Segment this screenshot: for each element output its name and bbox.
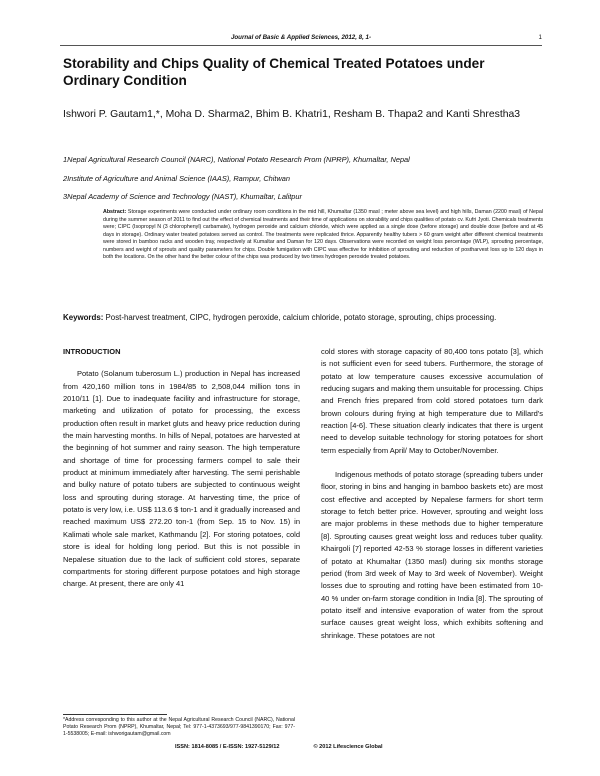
footnote-rule [63,714,167,715]
copyright-text: © 2012 Lifescience Global [313,744,383,750]
section-heading-introduction: INTRODUCTION [63,347,121,356]
abstract [103,209,543,262]
affiliation-2: 2Institute of Agriculture and Animal Science (IAAS), Rampur, Chitwan [63,173,291,183]
intro-paragraph-1: Potato (Solanum tuberosum L.) production in Nepal has increased from 420,160 million tons in 1984/85 to 2,508,044 million tons in 2010/11 [1]. Due to inadequate facility and infrastructure for storage, marketing and utilization of potato for processing, the excess production often result in market gluts and heavy price reduction during the main harvesting months. In hills of Nepal, potatoes are harvested at the beginning of hot summer and rainy season. The high temperature and shortage of time for processing farmers compel to sale their product at minimum immediately after harvesting. The semi perishable and bulky nature of potato tubers are subjected to continuous weight loss and sprouting during storage. At harvesting time, the price of potato is very low, i.e. US$ 113.6 $ ton-1 and it gradually increased and reached maximum US$ 272.20 ton-1 (from Sep. 15 to Nov. 15) in Kalimati whole sale market, Kathmandu [2]. For storing potatoes, cold store is ideal for holding long period. But this is not possible in Nepalese situation due to the lack of sufficient cold stores, separate compartments for storing different purpose potatoes and high storage charge. At present, there are only 41 [63,369,300,589]
keywords [63,313,543,324]
author-list: Ishwori P. Gautam1,*, Moha D. Sharma2, Bhim B. Khatri1, Resham B. Thapa2 and Kanti Shrestha3 [63,109,521,120]
affiliation-3: 3Nepal Academy of Science and Technology (NAST), Khumaltar, Lalitpur [63,192,302,202]
abstract-label: Abstract: [103,209,127,215]
keywords-label: Keywords: [63,313,104,322]
running-head: Journal of Basic & Applied Sciences, 2012, 8, 1- [230,34,372,41]
right-column [321,346,543,642]
abstract-text: Storage experiments were conducted under ordinary room conditions in the mid hill, Khumaltar (1350 masl ; meter above sea level) and high hills, Daman (2200 masl) of Nepal during the summer season of 2011 to find out the effect of chemical treatments and their time of applications on storability and chips qualities of potato cv. Kufri Jyoti. Chemicals treatments were; CIPC (Isopropyl N (3 chlorophenyl) carbamate), hydrogen peroxide and calcium chloride, which were applied as a single dose (before storage) and double dose (before and at 45 days in storage). Ordinary water treated potatoes served as control. The treatments were replicated thrice. Apparently healthy tubers > 60 gram weight after different chemical treatments were stored in bamboo racks and wooden tray, respectively at Kumaltar and Daman for 120 days. Observations were recorded on weight loss percentage (WLP), sprouting percentage, numbers and weight of sprouts and quality parameters for chips. Double fumigation with CIPC was effective for inhibition of sprouting and reduction of postharvest loss up to 120 days in both the locations. On the other hand the better colour of the chips was produced by two times hydrogen peroxide treated potatoes. [103,209,543,261]
paper-title: Storability and Chips Quality of Chemical Treated Potatoes under Ordinary Condition [63,56,485,88]
page-footer [175,744,455,750]
affiliations [63,153,543,209]
page-number: 1 [538,34,542,41]
correspondence-footnote: *Address corresponding to this author at the Nepal Agricultural Research Council (NARC), National Potato Research Prom (NPRP), Khumaltar, Nepal; Tel: 977-1-4373693/977-9841390170; Fax: 977-1-5538005; E-mail: ishworigautam@gmail.com [63,717,295,738]
left-column [63,346,300,591]
affiliation-1: 1Nepal Agricultural Research Council (NARC), National Potato Research Prom (NPRP), Khumaltar, Nepal [63,155,410,164]
intro-paragraph-3: Indigenous methods of potato storage (spreading tubers under floor, storing in bins and hanging in bamboo baskets etc) are most cost effective and accepted by Nepalese farmers for short term storage to fetch better price. However, sprouting and weight loss are major problems in these methods due to higher temperature [8]. Sprouting causes great weight loss and reduces tuber quality. Khairgoli [7] reported 42-53 % storage losses in different varieties of potato at Khumaltar (1350 masl) during six months storage period (from 3rd week of May to 3rd week of November). Weight losses due to sprouting and rotting have been estimated from 10-40 % under on-farm storage condition in India [8]. The sprouting of potato itself and intensive evaporation of water from the sprout surface causes great weight loss, which exhibits softening and shrinkage. These potatoes are not [321,470,543,640]
keywords-text: Post-harvest treatment, CIPC, hydrogen peroxide, calcium chloride, potato storage, sprouting, chips processing. [105,313,497,322]
header-rule [60,45,542,46]
issn-text: ISSN: 1814-8085 / E-ISSN: 1927-5129/12 [175,744,280,750]
intro-paragraph-2: cold stores with storage capacity of 80,400 tons potato [3], which is not sufficient even for seed tubers. Furthermore, the storage of potato at low temperature causes excessive accumulation of reducing sugars and making them unsuitable for processing. Chips and French fries prepared from cold stored potatoes turn dark brown colours during frying at high temperature due to Millard's reaction [4-6]. These situation clearly indicates that there is urgent need to develop suitable technology for storing potatoes for short term especially from April/ May to October/November. [321,347,543,455]
